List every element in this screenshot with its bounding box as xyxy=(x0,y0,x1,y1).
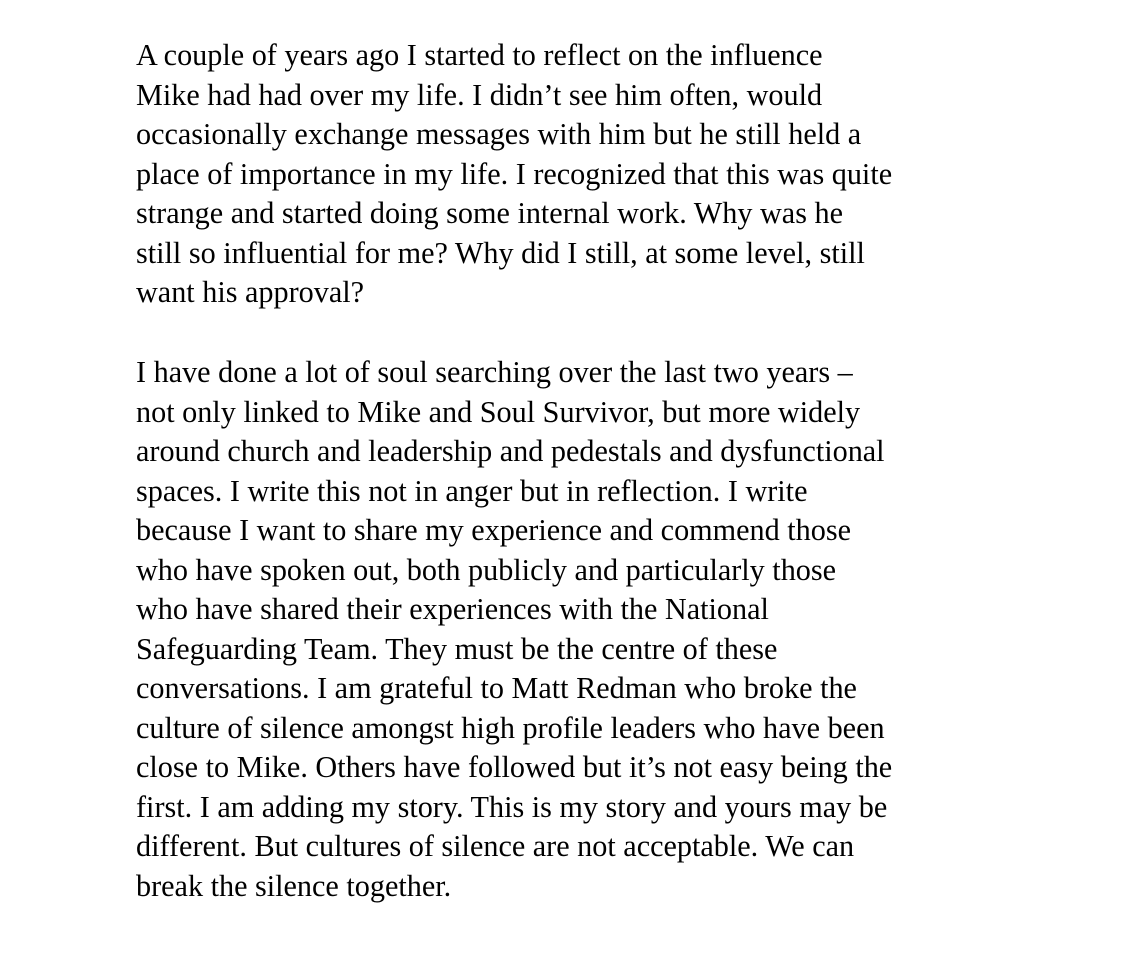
text-line: different. But cultures of silence are not acceptable. We can xyxy=(136,829,855,863)
text-line: break the silence together. xyxy=(136,868,452,903)
text-line: A couple of years ago I started to reflect on the influence xyxy=(136,38,823,72)
text-line: strange and started doing some internal work. Why was he xyxy=(136,196,843,230)
text-line: place of importance in my life. I recognized that this was quite xyxy=(136,156,893,191)
text-line: I have done a lot of soul searching over the last two years – xyxy=(136,355,853,389)
text-line: first. I am adding my story. This is my story and yours may be xyxy=(136,789,888,824)
text-line: occasionally exchange messages with him but he still held a xyxy=(136,117,862,151)
text-line: who have spoken out, both publicly and particularly those xyxy=(136,552,837,587)
text-line: spaces. I write this not in anger but in reflection. I write xyxy=(136,473,808,508)
text-line: who have shared their experiences with the National xyxy=(136,592,769,626)
paragraph-2 xyxy=(136,353,1036,906)
text-line: because I want to share my experience and commend those xyxy=(136,513,851,547)
paragraph-1 xyxy=(136,36,1036,313)
text-line: around church and leadership and pedestals and dysfunctional xyxy=(136,434,885,468)
text-line: still so influential for me? Why did I still, at some level, still xyxy=(136,235,865,270)
text-line: close to Mike. Others have followed but it’s not easy being the xyxy=(136,750,893,784)
text-line: Safeguarding Team. They must be the centre of these xyxy=(136,631,778,666)
text-line: not only linked to Mike and Soul Survivor, but more widely xyxy=(136,394,861,429)
text-line: Mike had had over my life. I didn’t see him often, would xyxy=(136,77,823,112)
text-line: culture of silence amongst high profile leaders who have been xyxy=(136,710,885,745)
text-line: want his approval? xyxy=(136,275,365,309)
text-line: conversations. I am grateful to Matt Redman who broke the xyxy=(136,671,857,705)
